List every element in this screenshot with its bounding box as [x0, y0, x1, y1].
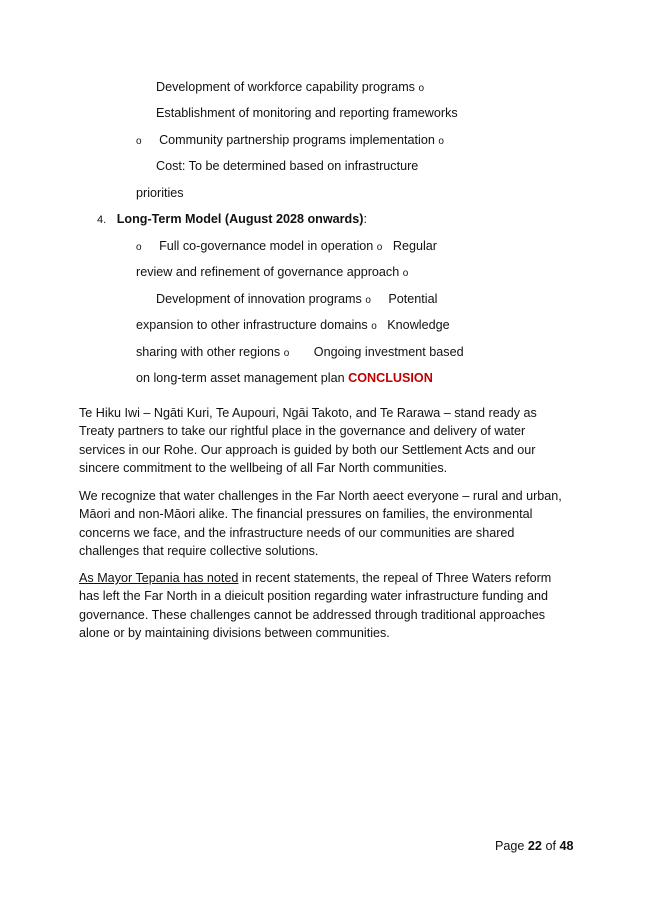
list-number: 4.	[97, 214, 107, 226]
list-line: Development of workforce capability programs o	[156, 80, 425, 94]
paragraph-2: We recognize that water challenges in the Far North aeect everyone – rural and urban, Māori and non-Māori alike. The financial pressures on families, the environmental concerns we face, and the infrastructure needs of our communities are shared challenges that require collective solutions.	[79, 489, 562, 558]
list-line: expansion to other infrastructure domains o Knowledge	[136, 318, 450, 332]
list-line: o Full co-governance model in operation o Regular	[136, 239, 437, 253]
bullet-icon: o	[376, 242, 383, 253]
bullet-icon: o	[283, 348, 290, 359]
conclusion-heading: CONCLUSION	[348, 371, 433, 385]
list-line: Establishment of monitoring and reporting frameworks	[156, 106, 458, 120]
list-line: o Community partnership programs implementation o	[136, 133, 444, 147]
bullet-icon: o	[136, 136, 142, 147]
list-line: priorities	[136, 186, 184, 200]
bullet-icon: o	[438, 136, 444, 147]
bullet-icon: o	[371, 321, 377, 332]
phase-title: Long-Term Model (August 2028 onwards)	[116, 212, 364, 226]
paragraph-3: As Mayor Tepania has noted in recent statements, the repeal of Three Waters reform has left the Far North in a dieicult position regarding water infrastructure funding and governance. These challenges cannot be addressed through traditional approaches alone or by maintaining divisions between communities.	[79, 571, 552, 640]
mayor-link[interactable]: As Mayor Tepania has noted	[79, 571, 239, 585]
list-line: review and refinement of governance approach o	[136, 265, 409, 279]
list-line: Cost: To be determined based on infrastructure	[156, 159, 419, 173]
list-line: sharing with other regions o Ongoing investment based	[136, 345, 464, 359]
page-number: Page 22 of 48	[495, 839, 574, 853]
bullet-icon: o	[365, 295, 371, 306]
paragraph-1: Te Hiku Iwi – Ngāti Kuri, Te Aupouri, Ngāi Takoto, and Te Rarawa – stand ready as Treaty partners to take our rightful place in the governance and delivery of water services in our Rohe. Our approach is guided by both our Settlement Acts and our sincere commitment to the wellbeing of all Far North communities.	[79, 406, 537, 475]
bullet-icon: o	[418, 83, 425, 94]
bullet-icon: o	[402, 268, 409, 279]
list-line: Development of innovation programs o Potential	[156, 292, 438, 306]
phase-heading: 4. Long-Term Model (August 2028 onwards):	[97, 212, 367, 226]
list-line: on long-term asset management plan CONCLUSION	[136, 371, 433, 385]
bullet-icon: o	[136, 242, 142, 253]
